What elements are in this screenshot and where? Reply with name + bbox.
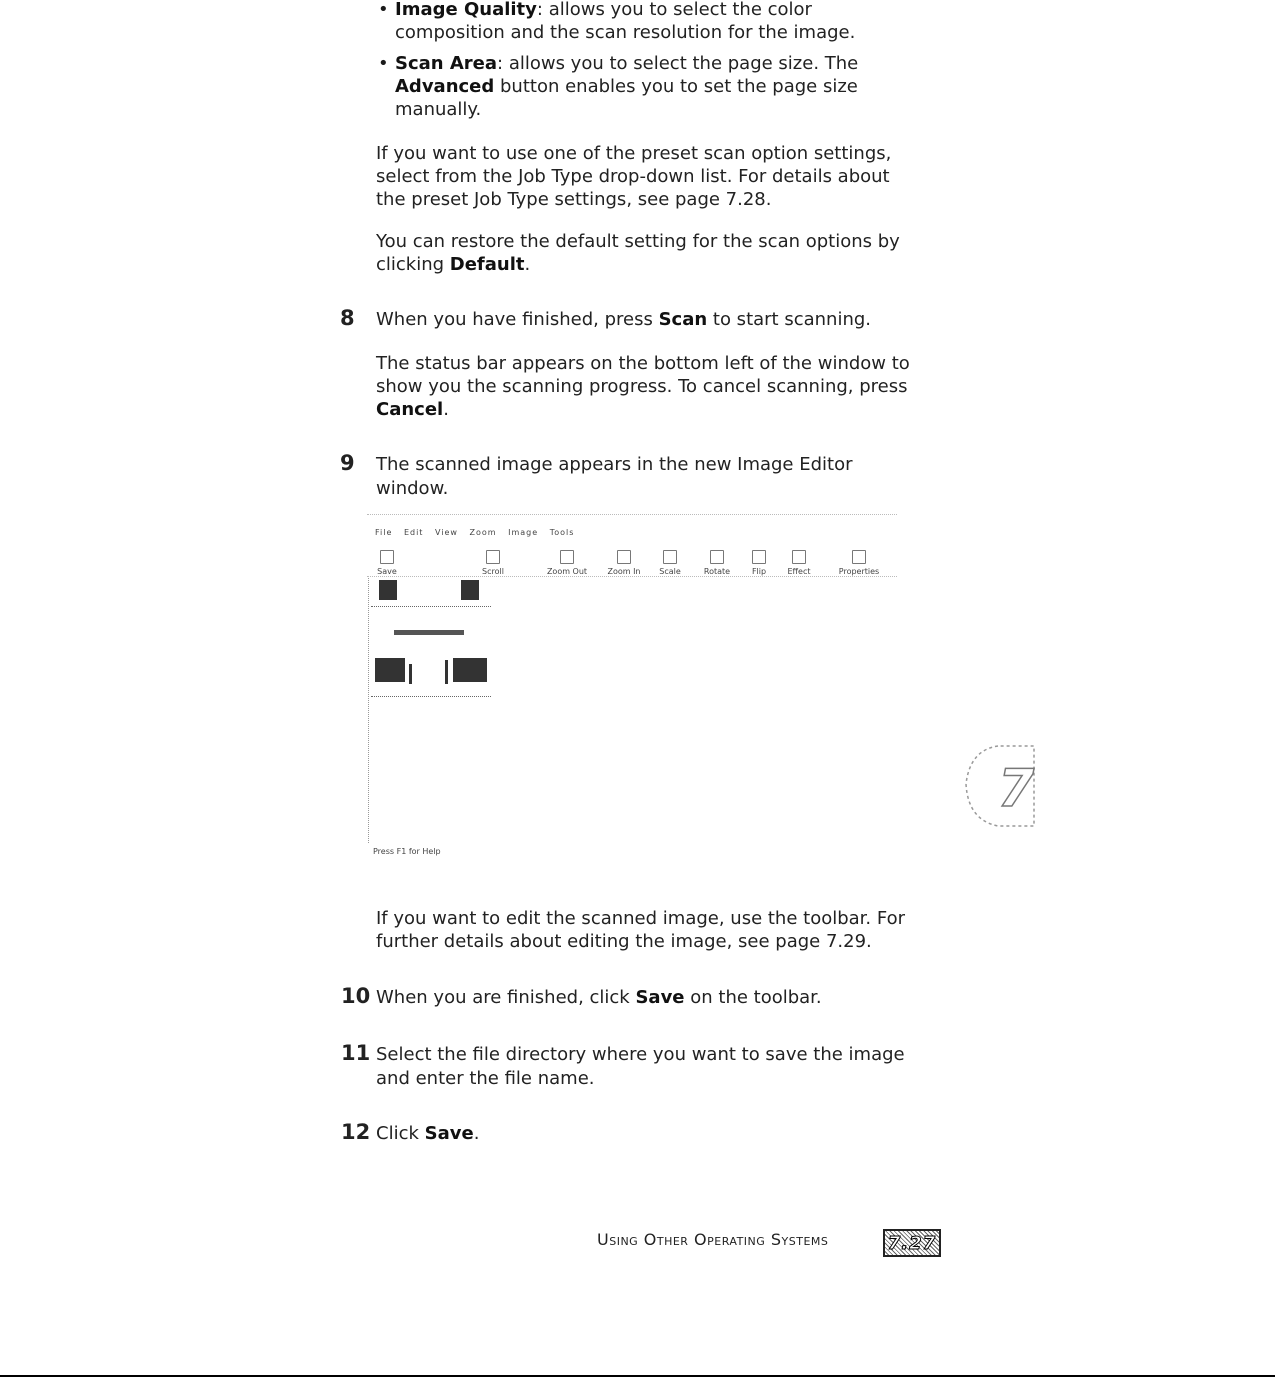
step-number: 10 (341, 984, 371, 1008)
menu-edit: Edit (403, 528, 424, 537)
step9-line1: The scanned image appears in the new Image Editor (376, 454, 853, 475)
scale-icon (663, 550, 677, 564)
preset-line2: select from the Job Type drop-down list. For details about (376, 166, 890, 187)
bullet-scan-area-line2: Advanced button enables you to set the page size (395, 76, 858, 97)
toolbar-zoom-out: Zoom Out (545, 550, 589, 576)
toolbar-scale: Scale (648, 550, 692, 576)
toolbar-scroll: Scroll (471, 550, 515, 576)
toolbar-properties: Properties (837, 550, 881, 576)
flip-icon (752, 550, 766, 564)
banner-bar (394, 630, 464, 635)
printer-image (453, 658, 487, 682)
zoom-in-icon (617, 550, 631, 564)
bullet-dot: • (378, 0, 389, 20)
bullet-scan-area-line3: manually. (395, 99, 482, 120)
bullet-image-quality: Image Quality: allows you to select the color (395, 0, 812, 20)
properties-icon (852, 550, 866, 564)
printer-image (445, 660, 448, 684)
step12-text: Click Save. (376, 1123, 480, 1144)
step8-detail2: show you the scanning progress. To cancel scanning, press (376, 376, 908, 397)
toolbar-save: Save (365, 550, 409, 576)
bottom-rule (0, 1375, 1275, 1377)
scanned-image-preview (368, 578, 494, 843)
toolbar-rotate: Rotate (695, 550, 739, 576)
step11-line2: and enter the file name. (376, 1068, 595, 1089)
bullet-dot: • (378, 53, 389, 74)
printer-icon (461, 580, 479, 600)
printer-icon (379, 580, 397, 600)
printer-image (375, 658, 405, 682)
effect-icon (792, 550, 806, 564)
image-editor-screenshot (365, 510, 910, 865)
edit-line1: If you want to edit the scanned image, use the toolbar. For (376, 908, 905, 929)
chapter-7-tab (958, 740, 1036, 832)
menu-view: View (434, 528, 458, 537)
step-number: 9 (340, 451, 355, 475)
page-number-box (883, 1229, 941, 1257)
toolbar-zoom-in: Zoom In (602, 550, 646, 576)
menu-zoom: Zoom (469, 528, 497, 537)
bullet-image-quality-line2: composition and the scan resolution for the image. (395, 22, 856, 43)
step8-detail1: The status bar appears on the bottom left of the window to (376, 353, 910, 374)
footer-section-title: Using Other Operating Systems (597, 1230, 829, 1249)
step10-text: When you are finished, click Save on the toolbar. (376, 987, 822, 1008)
menu-file: File (375, 528, 393, 537)
menu-tools: Tools (549, 528, 575, 537)
default-line1: You can restore the default setting for the scan options by (376, 231, 900, 252)
edit-line2: further details about editing the image, see page 7.29. (376, 931, 872, 952)
page-number: 7.27 (887, 1232, 937, 1254)
rotate-icon (710, 550, 724, 564)
menu-image: Image (508, 528, 539, 537)
step-number: 12 (341, 1120, 371, 1144)
step11-line1: Select the file directory where you want to save the image (376, 1044, 905, 1065)
zoom-out-icon (560, 550, 574, 564)
toolbar-flip: Flip (737, 550, 781, 576)
step9-line2: window. (376, 478, 449, 499)
default-line2: clicking Default. (376, 254, 531, 275)
save-icon (380, 550, 394, 564)
step8-text: When you have finished, press Scan to start scanning. (376, 309, 872, 330)
screenshot-menubar (375, 528, 582, 537)
toolbar-effect: Effect (777, 550, 821, 576)
step-number: 11 (341, 1041, 371, 1065)
step8-detail3: Cancel. (376, 399, 449, 420)
scroll-icon (486, 550, 500, 564)
preset-line3: the preset Job Type settings, see page 7.28. (376, 189, 772, 210)
step-number: 8 (340, 306, 355, 330)
printer-image (409, 664, 412, 684)
bullet-scan-area: Scan Area: allows you to select the page size. The (395, 53, 859, 74)
preset-line1: If you want to use one of the preset scan option settings, (376, 143, 892, 164)
screenshot-status-bar: Press F1 for Help (373, 847, 441, 856)
chapter-number: 7 (998, 759, 1035, 819)
